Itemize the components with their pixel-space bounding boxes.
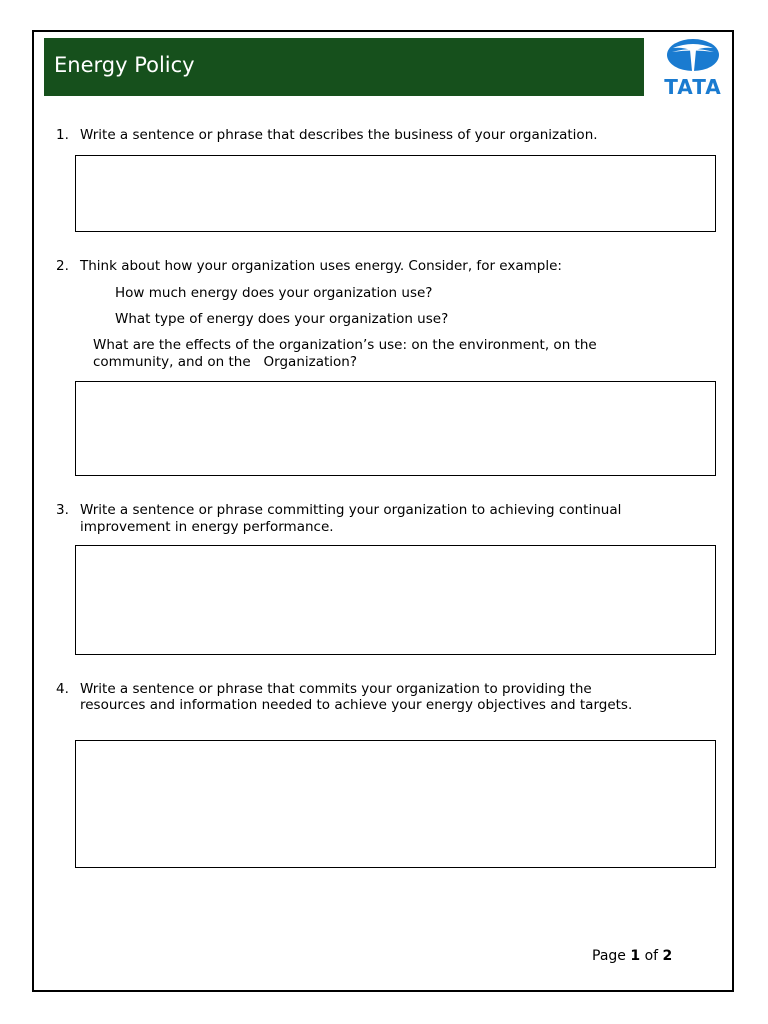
question-4-number: 4.	[56, 681, 69, 697]
answer-box-3[interactable]	[75, 545, 716, 655]
question-2-sub-item: How much energy does your organization use?	[115, 285, 433, 301]
question-1-number: 1.	[56, 127, 69, 143]
header-bar	[44, 38, 644, 96]
question-3-number: 3.	[56, 502, 69, 518]
logo-wordmark: TATA	[664, 75, 722, 99]
answer-box-2[interactable]	[75, 381, 716, 476]
question-2-text: Think about how your organization uses energy. Consider, for example:	[80, 258, 562, 274]
total-pages-number: 2	[662, 948, 673, 964]
question-1-text: Write a sentence or phrase that describes the business of your organization.	[80, 127, 598, 143]
question-3-text: improvement in energy performance.	[80, 519, 334, 535]
answer-box-4[interactable]	[75, 740, 716, 868]
current-page-number: 1	[630, 948, 641, 964]
tata-emblem-icon	[656, 38, 730, 74]
of-label: of	[644, 948, 659, 964]
question-4-text: Write a sentence or phrase that commits your organization to providing the	[80, 681, 592, 697]
question-3-text: Write a sentence or phrase committing your organization to achieving continual	[80, 502, 622, 518]
page-number-footer	[592, 948, 672, 965]
question-2-sub-item: What type of energy does your organization use?	[115, 311, 449, 327]
question-2-extra-line: What are the effects of the organization’s use: on the environment, on the	[93, 337, 597, 353]
page-label: Page	[592, 948, 626, 964]
question-2-extra-line: community, and on the Organization?	[93, 354, 358, 370]
page-title: Energy Policy	[54, 53, 195, 77]
question-2-number: 2.	[56, 258, 69, 274]
answer-box-1[interactable]	[75, 155, 716, 232]
question-4-text: resources and information needed to achieve your energy objectives and targets.	[80, 697, 633, 713]
tata-logo	[656, 38, 730, 98]
